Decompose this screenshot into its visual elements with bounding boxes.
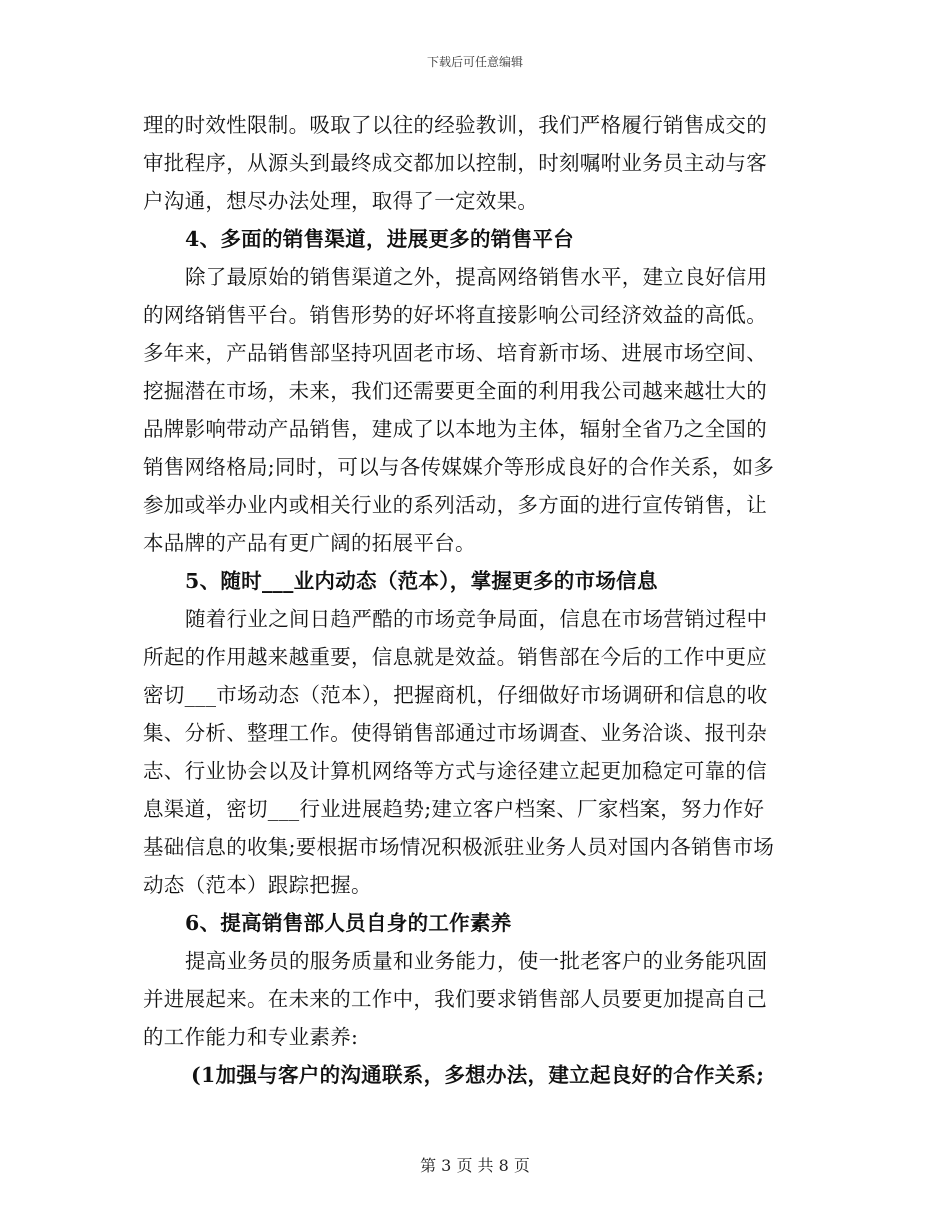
body-line: 品牌影响带动产品销售，建成了以本地为主体，辐射全省乃之全国的 bbox=[143, 417, 767, 441]
body-line: 销售网络格局;同时，可以与各传媒媒介等形成良好的合作关系，如多 bbox=[143, 455, 775, 479]
body-line: 并进展起来。在未来的工作中，我们要求销售部人员要更加提高自己 bbox=[143, 987, 767, 1011]
section-heading-4: 4、多面的销售渠道，进展更多的销售平台 bbox=[185, 227, 574, 251]
body-line: 志、行业协会以及计算机网络等方式与途径建立起更加稳定可靠的信 bbox=[143, 759, 767, 783]
body-line: 审批程序，从源头到最终成交都加以控制，时刻嘱咐业务员主动与客 bbox=[143, 151, 767, 175]
body-line: 集、分析、整理工作。使得销售部通过市场调查、业务洽谈、报刊杂 bbox=[143, 721, 767, 745]
body-line: 参加或举办业内或相关行业的系列活动，多方面的进行宣传销售，让 bbox=[143, 493, 767, 517]
body-line: 挖掘潜在市场，未来，我们还需要更全面的利用我公司越来越壮大的 bbox=[143, 379, 767, 403]
body-line: 多年来，产品销售部坚持巩固老市场、培育新市场、进展市场空间、 bbox=[143, 341, 767, 365]
body-line: 动态（范本）跟踪把握。 bbox=[143, 873, 372, 897]
document-body bbox=[143, 106, 811, 1094]
body-line: 户沟通，想尽办法处理，取得了一定效果。 bbox=[143, 189, 539, 213]
body-line: 随着行业之间日趋严酷的市场竞争局面，信息在市场营销过程中 bbox=[185, 607, 768, 631]
list-item-1: (1加强与客户的沟通联系，多想办法，建立起良好的合作关系; bbox=[191, 1063, 765, 1087]
section-heading-6: 6、提高销售部人员自身的工作素养 bbox=[185, 911, 512, 935]
body-line: 除了最原始的销售渠道之外，提高网络销售水平，建立良好信用 bbox=[185, 265, 768, 289]
body-line: 提高业务员的服务质量和业务能力，使一批老客户的业务能巩固 bbox=[185, 949, 768, 973]
body-line: 所起的作用越来越重要，信息就是效益。销售部在今后的工作中更应 bbox=[143, 645, 767, 669]
section-heading-5: 5、随时___业内动态（范本），掌握更多的市场信息 bbox=[185, 569, 658, 593]
body-line: 基础信息的收集;要根据市场情况积极派驻业务人员对国内各销售市场 bbox=[143, 835, 775, 859]
body-line: 密切___市场动态（范本），把握商机，仔细做好市场调研和信息的收 bbox=[143, 683, 768, 707]
page-header: 下载后可任意编辑 bbox=[426, 55, 523, 69]
body-line: 理的时效性限制。吸取了以往的经验教训，我们严格履行销售成交的 bbox=[143, 113, 767, 137]
page-footer: 第 3 页 共 8 页 bbox=[420, 1156, 530, 1175]
body-line: 息渠道，密切___行业进展趋势;建立客户档案、厂家档案，努力作好 bbox=[143, 797, 765, 821]
body-line: 的网络销售平台。销售形势的好坏将直接影响公司经济效益的高低。 bbox=[143, 303, 767, 327]
body-line: 本品牌的产品有更广阔的拓展平台。 bbox=[143, 531, 476, 555]
body-line: 的工作能力和专业素养: bbox=[143, 1025, 359, 1049]
